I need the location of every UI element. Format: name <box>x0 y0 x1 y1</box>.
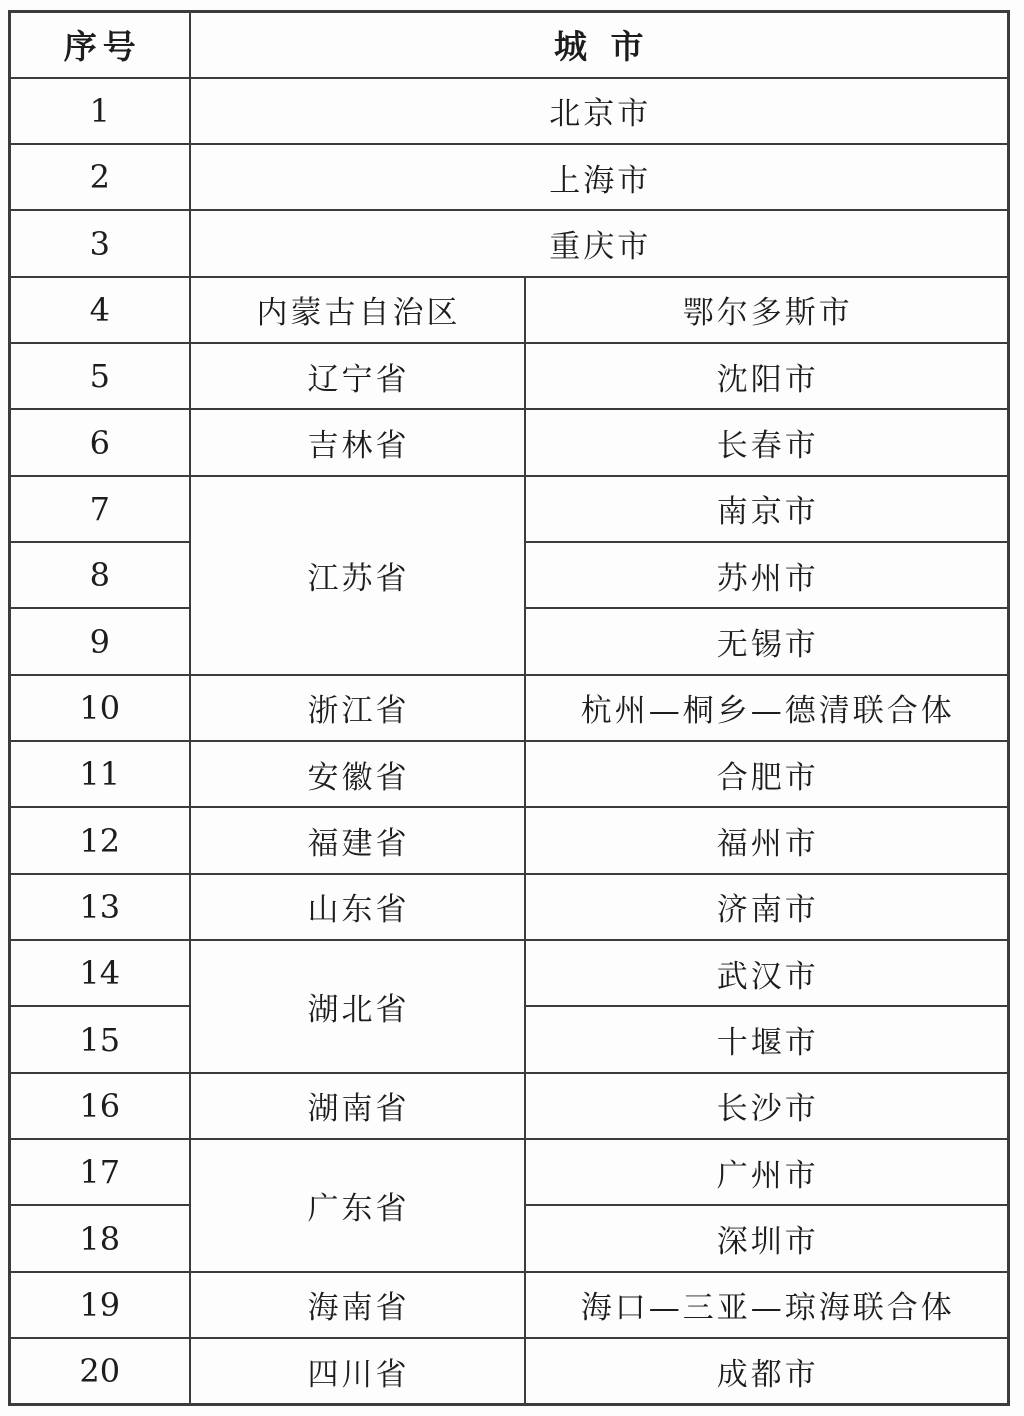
province-cell: 海南省 <box>190 1272 525 1338</box>
city-cell: 十堰市 <box>525 1006 1009 1072</box>
province-cell: 湖南省 <box>190 1073 525 1139</box>
seq-cell: 15 <box>10 1006 190 1072</box>
table-row <box>10 741 1009 807</box>
city-cell: 济南市 <box>525 874 1009 940</box>
city-cell: 福州市 <box>525 807 1009 873</box>
seq-cell: 14 <box>10 940 190 1006</box>
header-row <box>10 12 1009 78</box>
province-cell: 安徽省 <box>190 741 525 807</box>
province-cell: 山东省 <box>190 874 525 940</box>
province-cell: 湖北省 <box>190 940 525 1073</box>
province-cell: 江苏省 <box>190 476 525 675</box>
province-cell: 吉林省 <box>190 409 525 475</box>
city-cell: 北京市 <box>190 78 1009 144</box>
seq-cell: 9 <box>10 608 190 674</box>
header-seq: 序号 <box>10 12 190 78</box>
seq-cell: 6 <box>10 409 190 475</box>
table-row <box>10 675 1009 741</box>
province-cell: 辽宁省 <box>190 343 525 409</box>
table-row <box>10 343 1009 409</box>
seq-cell: 11 <box>10 741 190 807</box>
city-cell: 广州市 <box>525 1139 1009 1205</box>
table-row <box>10 210 1009 276</box>
table-row <box>10 874 1009 940</box>
city-cell: 杭州—桐乡—德清联合体 <box>525 675 1009 741</box>
seq-cell: 12 <box>10 807 190 873</box>
seq-cell: 5 <box>10 343 190 409</box>
city-cell: 无锡市 <box>525 608 1009 674</box>
city-cell: 长沙市 <box>525 1073 1009 1139</box>
table-row <box>10 277 1009 343</box>
table-row <box>10 144 1009 210</box>
city-cell: 深圳市 <box>525 1205 1009 1271</box>
seq-cell: 8 <box>10 542 190 608</box>
table-row <box>10 1073 1009 1139</box>
table-row <box>10 409 1009 475</box>
table-row <box>10 1272 1009 1338</box>
city-cell: 合肥市 <box>525 741 1009 807</box>
city-cell: 上海市 <box>190 144 1009 210</box>
city-cell: 苏州市 <box>525 542 1009 608</box>
seq-cell: 18 <box>10 1205 190 1271</box>
seq-cell: 16 <box>10 1073 190 1139</box>
city-cell: 沈阳市 <box>525 343 1009 409</box>
city-cell: 南京市 <box>525 476 1009 542</box>
province-cell: 浙江省 <box>190 675 525 741</box>
city-cell: 成都市 <box>525 1338 1009 1404</box>
seq-cell: 20 <box>10 1338 190 1404</box>
seq-cell: 4 <box>10 277 190 343</box>
city-cell: 长春市 <box>525 409 1009 475</box>
seq-cell: 10 <box>10 675 190 741</box>
table-row <box>10 1338 1009 1404</box>
seq-cell: 2 <box>10 144 190 210</box>
seq-cell: 13 <box>10 874 190 940</box>
province-cell: 福建省 <box>190 807 525 873</box>
seq-cell: 7 <box>10 476 190 542</box>
province-cell: 广东省 <box>190 1139 525 1272</box>
table-row <box>10 807 1009 873</box>
table-row <box>10 940 1009 1006</box>
seq-cell: 17 <box>10 1139 190 1205</box>
city-list-table <box>8 10 1010 1406</box>
province-cell: 四川省 <box>190 1338 525 1404</box>
seq-cell: 19 <box>10 1272 190 1338</box>
seq-cell: 3 <box>10 210 190 276</box>
table-row <box>10 78 1009 144</box>
province-cell: 内蒙古自治区 <box>190 277 525 343</box>
seq-cell: 1 <box>10 78 190 144</box>
table-row <box>10 1139 1009 1205</box>
city-cell: 海口—三亚—琼海联合体 <box>525 1272 1009 1338</box>
city-cell: 鄂尔多斯市 <box>525 277 1009 343</box>
city-cell: 武汉市 <box>525 940 1009 1006</box>
header-city: 城 市 <box>190 12 1009 78</box>
table-row <box>10 476 1009 542</box>
city-cell: 重庆市 <box>190 210 1009 276</box>
